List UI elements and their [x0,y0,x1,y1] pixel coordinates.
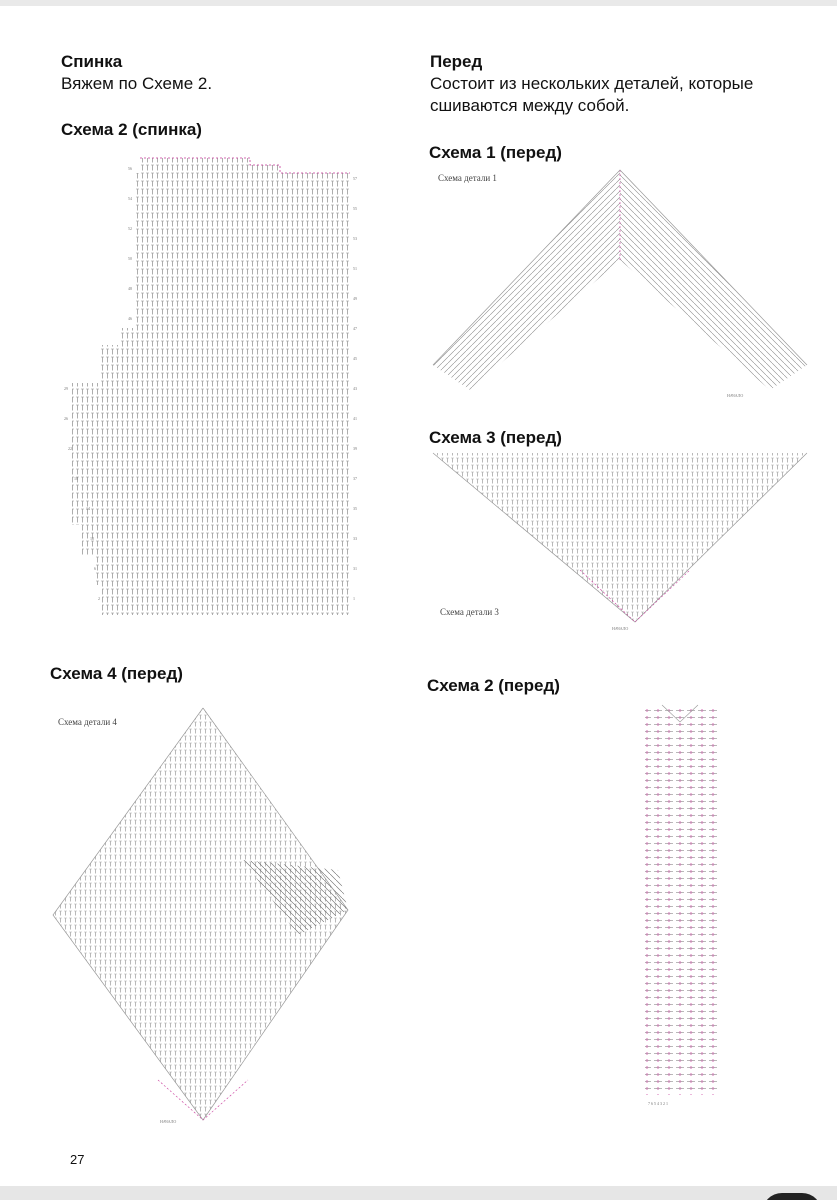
svg-text:1: 1 [353,596,355,601]
svg-text:35: 35 [353,506,357,511]
back-scheme-title: Схема 2 (спинка) [61,120,202,139]
front-scheme4-title: Схема 4 (перед) [50,664,183,683]
front-scheme3-title: Схема 3 (перед) [429,428,562,447]
back-title: Спинка [61,52,123,71]
svg-text:53: 53 [353,236,357,241]
svg-text:51: 51 [353,266,357,271]
page-top-edge [0,0,837,6]
svg-text:43: 43 [353,386,357,391]
back-scheme-diagram [60,140,365,620]
scheme1-caption: Схема детали 1 [438,173,497,183]
back-text: Вяжем по Схеме 2. [61,74,213,93]
scheme2-bottom-numbers: 7 6 5 4 3 2 1 [648,1101,668,1106]
svg-text:54: 54 [128,196,132,201]
front-scheme2-title: Схема 2 (перед) [427,676,560,695]
front-text-line2: сшиваются между собой. [430,96,630,115]
svg-text:49: 49 [353,296,357,301]
svg-text:39: 39 [353,446,357,451]
front-scheme2-diagram [642,700,722,1110]
svg-text:50: 50 [128,256,132,261]
svg-text:31: 31 [353,566,357,571]
scheme3-caption: Схема детали 3 [440,607,499,617]
front-text-line1: Состоит из нескольких деталей, которые [430,74,754,93]
svg-text:37: 37 [353,476,357,481]
svg-text:26: 26 [64,416,68,421]
svg-text:45: 45 [353,356,357,361]
scheme3-start-label: НАЧАЛО [612,626,629,631]
svg-text:47: 47 [353,326,357,331]
page-number: 27 [70,1152,85,1167]
svg-text:14: 14 [86,506,90,511]
front-scheme1-title: Схема 1 (перед) [429,143,562,162]
svg-text:57: 57 [353,176,357,181]
svg-text:10: 10 [90,536,94,541]
svg-text:18: 18 [74,476,78,481]
scheme4-caption: Схема детали 4 [58,717,117,727]
svg-text:2: 2 [98,596,100,601]
svg-text:52: 52 [128,226,132,231]
scheme1-start-label: НАЧАЛО [727,393,744,398]
svg-text:6: 6 [94,566,96,571]
svg-text:22: 22 [68,446,72,451]
svg-text:55: 55 [353,206,357,211]
front-scheme3-diagram [430,450,810,635]
svg-text:41: 41 [353,416,357,421]
scheme4-start-label: НАЧАЛО [160,1119,177,1124]
svg-text:48: 48 [128,286,132,291]
svg-text:29: 29 [64,386,68,391]
page-bottom-edge [0,1186,837,1200]
svg-text:46: 46 [128,316,132,321]
svg-text:33: 33 [353,536,357,541]
front-scheme1-diagram [430,165,810,405]
svg-text:56: 56 [128,166,132,171]
front-scheme4-diagram [48,700,358,1130]
front-title: Перед [430,52,483,71]
